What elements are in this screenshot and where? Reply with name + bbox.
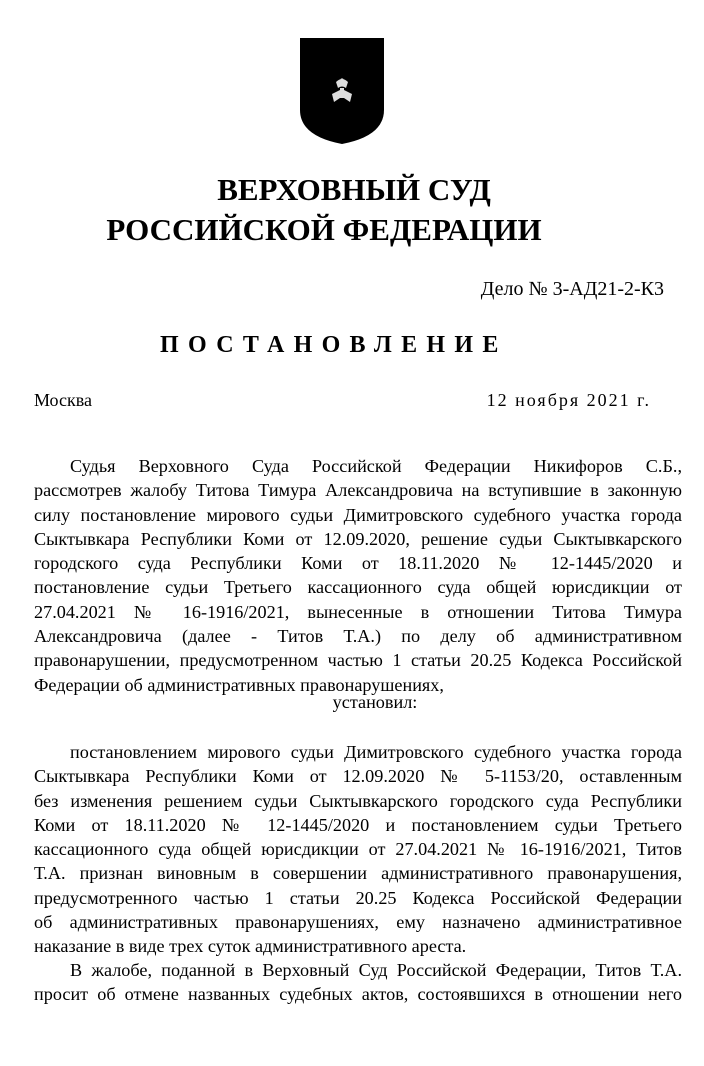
text-line: В жалобе, поданной в Верховный Суд Российской Федерации, Титов Т.А. — [70, 960, 682, 980]
paragraph-preamble — [34, 454, 682, 697]
city: Москва — [34, 390, 92, 410]
russian-state-emblem-icon — [296, 36, 388, 146]
text-line: предусмотренного частью 1 статьи 20.25 Кодекса Российской Федерации — [34, 887, 682, 908]
paragraph-findings — [34, 740, 682, 959]
court-name-line-1: ВЕРХОВНЫЙ СУД — [217, 172, 491, 207]
paragraph-complaint — [34, 958, 682, 1007]
text-line: Сыктывкара Республики Коми от 12.09.2020, решение судьи Сыктывкарского — [34, 528, 682, 549]
document-title: ПОСТАНОВЛЕНИЕ — [160, 332, 508, 358]
text-line: городского суда Республики Коми от 18.11.2020 № 12-1445/2020 и — [34, 553, 682, 574]
text-line: Т.А. признан виновным в совершении административного правонарушения, — [34, 863, 682, 884]
text-line: постановлением мирового судьи Димитровского судебного участка города — [70, 742, 682, 762]
text-line: силу постановление мирового судьи Димитровского судебного участка города — [34, 504, 682, 525]
case-number: Дело № 3-АД21-2-К3 — [480, 278, 664, 300]
text-line: просит об отмене названных судебных актов, состоявшихся в отношении него — [34, 984, 682, 1005]
text-line: кассационного суда общей юрисдикции от 27.04.2021 № 16-1916/2021, Титов — [34, 839, 682, 860]
text-line: постановление судьи Третьего кассационного суда общей юрисдикции от — [34, 577, 682, 598]
text-line: правонарушении, предусмотренном частью 1 статьи 20.25 Кодекса Российской — [34, 650, 682, 671]
document-date: 12 ноября 2021 г. — [486, 390, 651, 410]
text-line: 27.04.2021 № 16-1916/2021, вынесенные в отношении Титова Тимура — [34, 601, 682, 622]
court-name-line-2: РОССИЙСКОЙ ФЕДЕРАЦИИ — [106, 212, 542, 247]
text-line: Александровича (далее - Титов Т.А.) по делу об административном — [34, 626, 682, 647]
text-line: Сыктывкара Республики Коми от 12.09.2020 № 5-1153/20, оставленным — [34, 766, 682, 787]
text-line: без изменения решением судьи Сыктывкарского городского суда Республики — [34, 790, 682, 811]
text-line: Федерации об административных правонарушениях, — [34, 674, 444, 695]
text-line: рассмотрев жалобу Титова Тимура Александровича на вступившие в законную — [34, 480, 682, 501]
text-line: Судья Верховного Суда Российской Федерации Никифоров С.Б., — [70, 456, 682, 476]
text-line: Коми от 18.11.2020 № 12-1445/2020 и постановлением судьи Третьего — [34, 814, 682, 835]
section-heading-established: установил: — [332, 692, 418, 712]
text-line: наказание в виде трех суток административного ареста. — [34, 936, 467, 957]
text-line: об административных правонарушениях, ему назначено административное — [34, 912, 682, 933]
